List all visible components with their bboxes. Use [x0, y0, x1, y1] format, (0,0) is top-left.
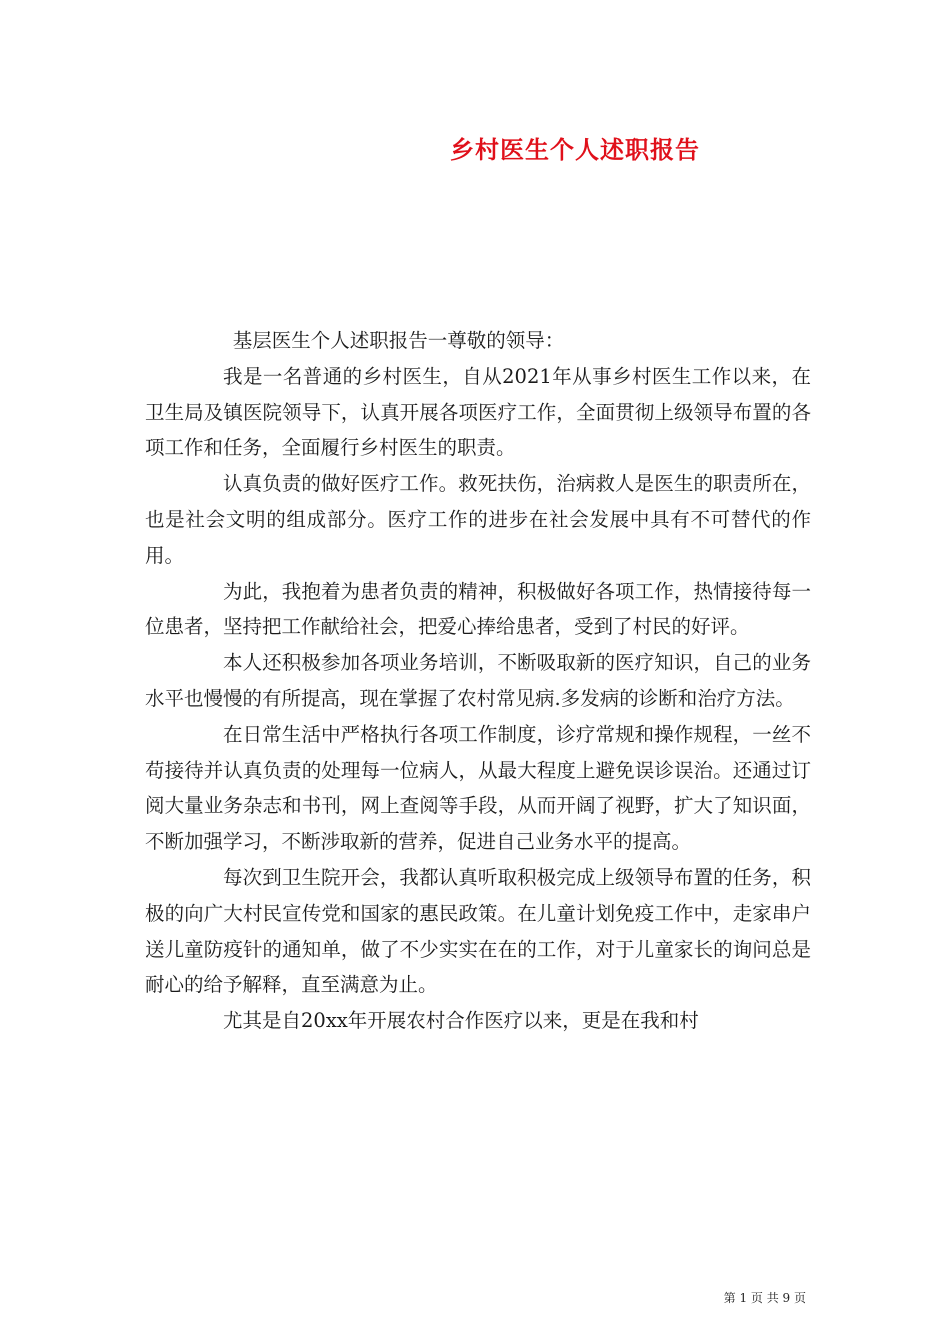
paragraph: 为此，我抱着为患者负责的精神，积极做好各项工作，热情接待每一位患者，坚持把工作献给社会，把爱心捧给患者，受到了村民的好评。	[145, 579, 811, 639]
paragraph: 在日常生活中严格执行各项工作制度，诊疗常规和操作规程，一丝不苟接待并认真负责的处理每一位病人，从最大程度上避免误诊误治。还通过订阅大量业务杂志和书刊，网上查阅等手段，从而开阔了视野，扩大了知识面，不断加强学习，不断涉取新的营养，促进自己业务水平的提高。	[145, 722, 811, 854]
paragraph: 每次到卫生院开会，我都认真听取积极完成上级领导布置的任务，积极的向广大村民宣传党和国家的惠民政策。在儿童计划免疫工作中，走家串户送儿童防疫针的通知单，做了不少实实在在的工作，对于儿童家长的询问总是耐心的给予解释，直至满意为止。	[145, 865, 811, 997]
page-number-footer: 第 1 页 共 9 页	[723, 1291, 806, 1305]
paragraph-salutation: 基层医生个人述职报告一尊敬的领导：	[232, 329, 565, 352]
paragraph: 我是一名普通的乡村医生，自从2021年从事乡村医生工作以来，在卫生局及镇医院领导下，认真开展各项医疗工作，全面贯彻上级领导布置的各项工作和任务，全面履行乡村医生的职责。	[145, 364, 811, 460]
paragraph: 认真负责的做好医疗工作。救死扶伤，治病救人是医生的职责所在，也是社会文明的组成部分。医疗工作的进步在社会发展中具有不可替代的作用。	[145, 472, 811, 567]
paragraph: 本人还积极参加各项业务培训，不断吸取新的医疗知识，自己的业务水平也慢慢的有所提高，现在掌握了农村常见病.多发病的诊断和治疗方法。	[145, 651, 811, 710]
document-body	[145, 323, 811, 1039]
document-title: 乡村医生个人述职报告	[450, 136, 700, 164]
paragraph: 尤其是自20xx年开展农村合作医疗以来，更是在我和村	[223, 1009, 699, 1033]
